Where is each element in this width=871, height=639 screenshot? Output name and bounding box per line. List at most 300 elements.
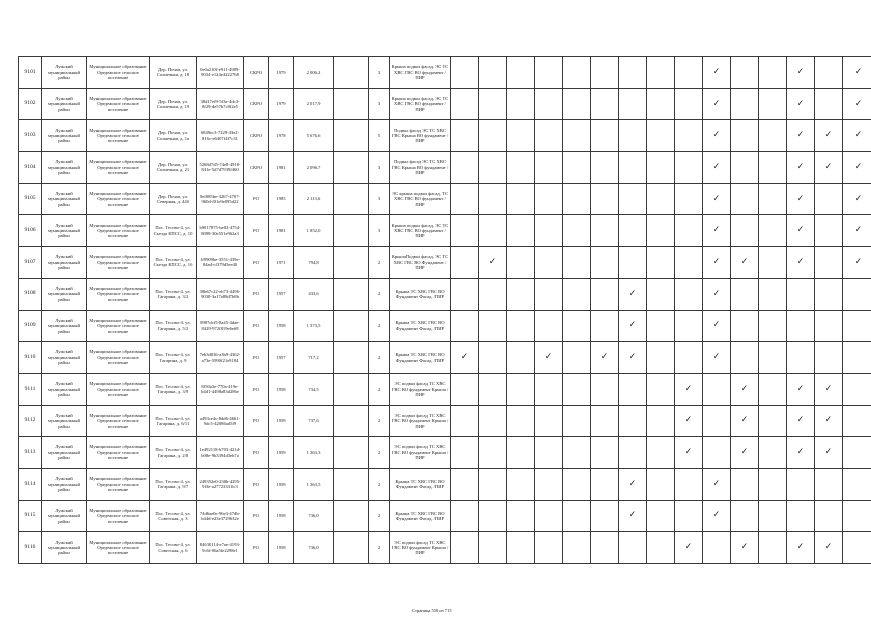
work-cell xyxy=(759,278,787,310)
work-cell xyxy=(563,310,591,342)
municipal-entity: Муниципальное образование Оредежское сельское поселение xyxy=(87,88,150,120)
building-address: Пос. Тесово-4, ул. Гагарина, д. 9/7 xyxy=(150,468,197,500)
ownership-type: РО xyxy=(244,373,269,405)
work-cell xyxy=(507,468,535,500)
work-types: Крыша ТС ХВС ГВС ВО Фундамент Фасад, /ПИР xyxy=(390,500,451,532)
work-cell xyxy=(759,247,787,279)
work-cell xyxy=(535,310,563,342)
work-cell xyxy=(451,215,479,247)
work-cell xyxy=(759,437,787,469)
checkmark-icon: ✓ xyxy=(703,500,731,532)
checkmark-icon: ✓ xyxy=(731,247,759,279)
work-cell xyxy=(563,247,591,279)
work-cell xyxy=(703,405,731,437)
floors-count: 3 xyxy=(369,152,390,184)
work-cell xyxy=(703,532,731,564)
work-cell xyxy=(619,120,647,152)
work-cell xyxy=(815,342,843,374)
table-row xyxy=(19,215,871,247)
work-cell xyxy=(479,310,507,342)
work-cell xyxy=(647,500,675,532)
checkmark-icon: ✓ xyxy=(591,342,619,374)
ownership-type: РО xyxy=(244,215,269,247)
floor-area: 794,8 xyxy=(294,247,334,279)
ownership-type: СКРО xyxy=(244,120,269,152)
fias-code: 74d6ae0e-96e3-47db-b44d-e23e3729632e xyxy=(197,500,244,532)
checkmark-icon: ✓ xyxy=(675,405,703,437)
work-cell xyxy=(479,468,507,500)
municipal-entity: Муниципальное образование Оредежское сельское поселение xyxy=(87,310,150,342)
work-cell xyxy=(451,152,479,184)
work-cell xyxy=(787,468,815,500)
row-number: 9112 xyxy=(19,405,42,437)
work-cell xyxy=(731,183,759,215)
fias-code: 84630114-e7ae-4193-9c6f-06a5fe2298e1 xyxy=(197,532,244,564)
work-cell xyxy=(591,120,619,152)
work-cell xyxy=(451,57,479,89)
ownership-type: РО xyxy=(244,278,269,310)
empty-cell xyxy=(334,152,369,184)
work-types: Крыша ТС ХВС ГВС ВО Фундамент Фасад, /ПИР xyxy=(390,342,451,374)
work-cell xyxy=(507,500,535,532)
checkmark-icon: ✓ xyxy=(843,152,871,184)
fias-code: 8f50a3e-770a-419e-b4d1-4498a83d286e xyxy=(197,373,244,405)
work-cell xyxy=(759,468,787,500)
work-cell xyxy=(843,405,871,437)
work-cell xyxy=(731,310,759,342)
municipal-entity: Муниципальное образование Оредежское сельское поселение xyxy=(87,247,150,279)
building-address: Дер. Почап, ул. Солнечная, д. 21 xyxy=(150,152,197,184)
work-cell xyxy=(535,532,563,564)
build-year: 1979 xyxy=(269,88,294,120)
fias-code: 0e0a210f-e911-4989-9034-e124e4222768 xyxy=(197,57,244,89)
row-number: 9106 xyxy=(19,215,42,247)
work-cell xyxy=(591,152,619,184)
work-cell xyxy=(535,468,563,500)
fias-code: 6849ec3-7229-43e2-816c-e6407f4f7c31 xyxy=(197,120,244,152)
empty-cell xyxy=(334,247,369,279)
checkmark-icon: ✓ xyxy=(843,88,871,120)
empty-cell xyxy=(334,120,369,152)
floors-count: 2 xyxy=(369,405,390,437)
fias-code: 1f9909be-3551-439e-84ad-cf379d5ee40 xyxy=(197,247,244,279)
checkmark-icon: ✓ xyxy=(787,405,815,437)
work-cell xyxy=(591,500,619,532)
work-cell xyxy=(815,278,843,310)
building-address: Пос. Тесово-4, ул. Советская, д. 6 xyxy=(150,532,197,564)
municipal-district: Лужский муниципальный район xyxy=(42,500,87,532)
row-number: 9114 xyxy=(19,468,42,500)
work-cell xyxy=(479,405,507,437)
municipal-district: Лужский муниципальный район xyxy=(42,215,87,247)
build-year: 1971 xyxy=(269,247,294,279)
fias-code: 7eb3d036-a3b9-4362-a73e-5990f21e9184 xyxy=(197,342,244,374)
work-cell xyxy=(843,373,871,405)
work-cell xyxy=(647,278,675,310)
building-address: Дер. Почап, ул. Солнечная, д. 1а xyxy=(150,120,197,152)
table-row xyxy=(19,373,871,405)
empty-cell xyxy=(334,342,369,374)
work-cell xyxy=(507,278,535,310)
work-types: ЭС подвал фасад ТС ХВС ГВС ВО фундамент Крыша /ПИР xyxy=(390,532,451,564)
empty-cell xyxy=(334,405,369,437)
floor-area: 717,2 xyxy=(294,342,334,374)
work-cell xyxy=(619,88,647,120)
work-cell xyxy=(591,532,619,564)
ownership-type: РО xyxy=(244,532,269,564)
work-cell xyxy=(703,437,731,469)
ownership-type: РО xyxy=(244,437,269,469)
empty-cell xyxy=(334,500,369,532)
work-cell xyxy=(563,500,591,532)
municipal-district: Лужский муниципальный район xyxy=(42,247,87,279)
fias-code: a493ce4c-8dd6-4661-9dc5-42086ad5f9 xyxy=(197,405,244,437)
floors-count: 2 xyxy=(369,278,390,310)
table-row xyxy=(19,120,871,152)
work-cell xyxy=(647,215,675,247)
row-number: 9103 xyxy=(19,120,42,152)
checkmark-icon: ✓ xyxy=(787,152,815,184)
municipal-entity: Муниципальное образование Оредежское сельское поселение xyxy=(87,120,150,152)
checkmark-icon: ✓ xyxy=(815,120,843,152)
floors-count: 2 xyxy=(369,310,390,342)
checkmark-icon: ✓ xyxy=(787,247,815,279)
work-cell xyxy=(479,437,507,469)
build-year: 1958 xyxy=(269,500,294,532)
work-cell xyxy=(479,373,507,405)
checkmark-icon: ✓ xyxy=(787,120,815,152)
work-cell xyxy=(479,500,507,532)
work-types: Подвал фасад ЭС ТС ХВС ГВС Крыша ВО фундамент /ПИР xyxy=(390,152,451,184)
municipal-district: Лужский муниципальный район xyxy=(42,88,87,120)
work-cell xyxy=(731,152,759,184)
municipal-district: Лужский муниципальный район xyxy=(42,468,87,500)
work-cell xyxy=(563,532,591,564)
ownership-type: РО xyxy=(244,247,269,279)
checkmark-icon: ✓ xyxy=(731,405,759,437)
work-cell xyxy=(675,57,703,89)
checkmark-icon: ✓ xyxy=(815,152,843,184)
building-address: Пос. Тесово-4, ул. Гагарина, д. 9 xyxy=(150,342,197,374)
work-cell xyxy=(479,342,507,374)
work-types: Подвал фасад ЭС ТС ХВС ГВС Крыша ВО фундамент /ПИР xyxy=(390,120,451,152)
fias-code: 1e492118-b703-421d-b08e-9b3394d3eb7a xyxy=(197,437,244,469)
work-cell xyxy=(507,247,535,279)
fias-code: 38d17ef9-5f3e-4dc3-8f29-de57b7c8f2e5 xyxy=(197,88,244,120)
work-cell xyxy=(479,152,507,184)
ownership-type: РО xyxy=(244,310,269,342)
empty-cell xyxy=(334,183,369,215)
floors-count: 2 xyxy=(369,500,390,532)
work-cell xyxy=(759,152,787,184)
table-row xyxy=(19,278,871,310)
municipal-entity: Муниципальное образование Оредежское сельское поселение xyxy=(87,405,150,437)
checkmark-icon: ✓ xyxy=(703,57,731,89)
work-cell xyxy=(759,120,787,152)
floors-count: 3 xyxy=(369,88,390,120)
table-row xyxy=(19,247,871,279)
municipal-entity: Муниципальное образование Оредежское сельское поселение xyxy=(87,278,150,310)
floor-area: 1 363,5 xyxy=(294,468,334,500)
work-cell xyxy=(563,342,591,374)
work-cell xyxy=(675,342,703,374)
capital-repair-table xyxy=(18,56,871,564)
work-cell xyxy=(451,310,479,342)
work-cell xyxy=(451,183,479,215)
municipal-district: Лужский муниципальный район xyxy=(42,310,87,342)
work-cell xyxy=(479,215,507,247)
work-cell xyxy=(675,215,703,247)
work-cell xyxy=(479,278,507,310)
work-cell xyxy=(479,88,507,120)
work-cell xyxy=(591,57,619,89)
work-cell xyxy=(563,468,591,500)
table-row xyxy=(19,57,871,89)
floor-area: 2 113,6 xyxy=(294,183,334,215)
work-cell xyxy=(759,532,787,564)
municipal-entity: Муниципальное образование Оредежское сельское поселение xyxy=(87,342,150,374)
checkmark-icon: ✓ xyxy=(703,310,731,342)
fias-code: 5268d7d5-74e8-4918-841e-5d7d7939f460 xyxy=(197,152,244,184)
fias-code: 30b67c22-eb73-4496-9030-3a17a88d7b8b xyxy=(197,278,244,310)
empty-cell xyxy=(334,278,369,310)
checkmark-icon: ✓ xyxy=(619,278,647,310)
work-cell xyxy=(535,152,563,184)
work-cell xyxy=(647,88,675,120)
work-cell xyxy=(563,437,591,469)
work-cell xyxy=(759,57,787,89)
floor-area: 1 363,3 xyxy=(294,437,334,469)
building-address: Пос. Тесово-4, ул. Гагарина, д. 3/9 xyxy=(150,373,197,405)
work-cell xyxy=(815,247,843,279)
work-cell xyxy=(535,247,563,279)
work-cell xyxy=(675,183,703,215)
work-cell xyxy=(591,88,619,120)
work-cell xyxy=(563,152,591,184)
checkmark-icon: ✓ xyxy=(479,247,507,279)
work-types: Крыша ТС ХВС ГВС ВО Фундамент Фасад, /ПИР xyxy=(390,310,451,342)
checkmark-icon: ✓ xyxy=(731,437,759,469)
fias-code: 249352e0-230b-4295-9f3e-a27723331lc3 xyxy=(197,468,244,500)
work-cell xyxy=(675,468,703,500)
floors-count: 2 xyxy=(369,468,390,500)
work-cell xyxy=(619,152,647,184)
build-year: 1981 xyxy=(269,215,294,247)
work-types: Крыша подвал фасад, ЭС ТС ХВС ГВС ВО фундамент /ПИР xyxy=(390,88,451,120)
building-address: Дер. Почап, ул. Солнечная, д. 19 xyxy=(150,88,197,120)
work-cell xyxy=(563,278,591,310)
table-row xyxy=(19,183,871,215)
row-number: 9108 xyxy=(19,278,42,310)
work-cell xyxy=(675,152,703,184)
work-cell xyxy=(759,215,787,247)
work-cell xyxy=(451,468,479,500)
work-types: Крыша ТС ХВС ГВС ВО Фундамент Фасад, /ПИР xyxy=(390,278,451,310)
work-cell xyxy=(451,120,479,152)
checkmark-icon: ✓ xyxy=(451,342,479,374)
work-cell xyxy=(703,373,731,405)
work-cell xyxy=(759,500,787,532)
floor-area: 5 676,6 xyxy=(294,120,334,152)
work-cell xyxy=(731,500,759,532)
municipal-entity: Муниципальное образование Оредежское сельское поселение xyxy=(87,57,150,89)
work-cell xyxy=(591,405,619,437)
checkmark-icon: ✓ xyxy=(843,183,871,215)
checkmark-icon: ✓ xyxy=(815,532,843,564)
floor-area: 736,0 xyxy=(294,532,334,564)
work-cell xyxy=(535,57,563,89)
table-row xyxy=(19,468,871,500)
work-cell xyxy=(647,310,675,342)
work-cell xyxy=(535,373,563,405)
work-cell xyxy=(451,278,479,310)
work-cell xyxy=(619,247,647,279)
work-cell xyxy=(731,342,759,374)
work-cell xyxy=(647,468,675,500)
work-cell xyxy=(591,373,619,405)
work-cell xyxy=(535,183,563,215)
work-types: Крыша подвал фасад, ЭС ТС ХВС ГВС ВО фундамент /ПИР xyxy=(390,215,451,247)
work-cell xyxy=(759,342,787,374)
checkmark-icon: ✓ xyxy=(815,373,843,405)
floors-count: 3 xyxy=(369,215,390,247)
floors-count: 2 xyxy=(369,532,390,564)
building-address: Пос. Тесово-4, ул. Съезда КПСС, д. 10 xyxy=(150,215,197,247)
build-year: 1958 xyxy=(269,373,294,405)
work-cell xyxy=(815,88,843,120)
work-cell xyxy=(507,373,535,405)
table-row xyxy=(19,532,871,564)
work-cell xyxy=(731,88,759,120)
build-year: 1979 xyxy=(269,57,294,89)
row-number: 9101 xyxy=(19,57,42,89)
empty-cell xyxy=(334,532,369,564)
work-cell xyxy=(563,57,591,89)
work-cell xyxy=(675,120,703,152)
table-body xyxy=(19,57,871,564)
municipal-entity: Муниципальное образование Оредежское сельское поселение xyxy=(87,532,150,564)
work-cell xyxy=(619,405,647,437)
floor-area: 433,6 xyxy=(294,278,334,310)
building-address: Пос. Тесово-4, ул. Съезда КПСС, д. 1б xyxy=(150,247,197,279)
work-cell xyxy=(591,247,619,279)
page-number: Страница 550 из 715 xyxy=(412,608,452,613)
municipal-district: Лужский муниципальный район xyxy=(42,120,87,152)
work-cell xyxy=(507,215,535,247)
work-cell xyxy=(647,152,675,184)
work-cell xyxy=(451,437,479,469)
floor-area: 737,6 xyxy=(294,405,334,437)
work-cell xyxy=(451,88,479,120)
build-year: 1958 xyxy=(269,310,294,342)
work-cell xyxy=(759,310,787,342)
checkmark-icon: ✓ xyxy=(787,437,815,469)
ownership-type: РО xyxy=(244,468,269,500)
table-row xyxy=(19,88,871,120)
floor-area: 2 006,2 xyxy=(294,57,334,89)
building-address: Дер. Почап, ул. Северная, д. 44б xyxy=(150,183,197,215)
checkmark-icon: ✓ xyxy=(787,57,815,89)
empty-cell xyxy=(334,88,369,120)
work-cell xyxy=(535,437,563,469)
table-row xyxy=(19,405,871,437)
building-address: Пос. Тесово-4, ул. Гагарина, д. 2/8 xyxy=(150,437,197,469)
checkmark-icon: ✓ xyxy=(619,310,647,342)
work-cell xyxy=(619,532,647,564)
work-cell xyxy=(843,437,871,469)
work-cell xyxy=(507,152,535,184)
work-cell xyxy=(591,278,619,310)
table-row xyxy=(19,342,871,374)
work-cell xyxy=(563,88,591,120)
municipal-district: Лужский муниципальный район xyxy=(42,373,87,405)
work-cell xyxy=(787,310,815,342)
checkmark-icon: ✓ xyxy=(787,373,815,405)
work-cell xyxy=(591,183,619,215)
checkmark-icon: ✓ xyxy=(843,120,871,152)
ownership-type: РО xyxy=(244,500,269,532)
empty-cell xyxy=(334,468,369,500)
checkmark-icon: ✓ xyxy=(815,437,843,469)
row-number: 9116 xyxy=(19,532,42,564)
municipal-district: Лужский муниципальный район xyxy=(42,342,87,374)
work-cell xyxy=(591,215,619,247)
work-cell xyxy=(675,88,703,120)
work-cell xyxy=(535,215,563,247)
work-cell xyxy=(535,500,563,532)
work-cell xyxy=(787,500,815,532)
floors-count: 2 xyxy=(369,247,390,279)
work-cell xyxy=(507,57,535,89)
work-cell xyxy=(535,120,563,152)
work-cell xyxy=(591,437,619,469)
checkmark-icon: ✓ xyxy=(787,215,815,247)
work-cell xyxy=(479,57,507,89)
table-row xyxy=(19,500,871,532)
checkmark-icon: ✓ xyxy=(703,88,731,120)
build-year: 1958 xyxy=(269,468,294,500)
work-cell xyxy=(843,342,871,374)
row-number: 9102 xyxy=(19,88,42,120)
work-cell xyxy=(843,468,871,500)
checkmark-icon: ✓ xyxy=(703,215,731,247)
work-cell xyxy=(787,342,815,374)
work-cell xyxy=(675,247,703,279)
work-cell xyxy=(815,500,843,532)
build-year: 1978 xyxy=(269,120,294,152)
municipal-entity: Муниципальное образование Оредежское сельское поселение xyxy=(87,468,150,500)
floor-area: 1 852,0 xyxy=(294,215,334,247)
municipal-district: Лужский муниципальный район xyxy=(42,57,87,89)
row-number: 9110 xyxy=(19,342,42,374)
municipal-entity: Муниципальное образование Оредежское сельское поселение xyxy=(87,152,150,184)
work-cell xyxy=(507,310,535,342)
municipal-entity: Муниципальное образование Оредежское сельское поселение xyxy=(87,437,150,469)
checkmark-icon: ✓ xyxy=(675,373,703,405)
work-cell xyxy=(535,88,563,120)
municipal-entity: Муниципальное образование Оредежское сельское поселение xyxy=(87,373,150,405)
work-cell xyxy=(451,247,479,279)
work-types: Крыша подвал фасад, ЭС ТС ХВС ГВС ВО фундамент /ПИР xyxy=(390,57,451,89)
work-cell xyxy=(563,183,591,215)
build-year: 1959 xyxy=(269,437,294,469)
checkmark-icon: ✓ xyxy=(619,342,647,374)
checkmark-icon: ✓ xyxy=(703,120,731,152)
checkmark-icon: ✓ xyxy=(703,278,731,310)
work-cell xyxy=(647,437,675,469)
build-year: 1957 xyxy=(269,342,294,374)
table-row xyxy=(19,437,871,469)
